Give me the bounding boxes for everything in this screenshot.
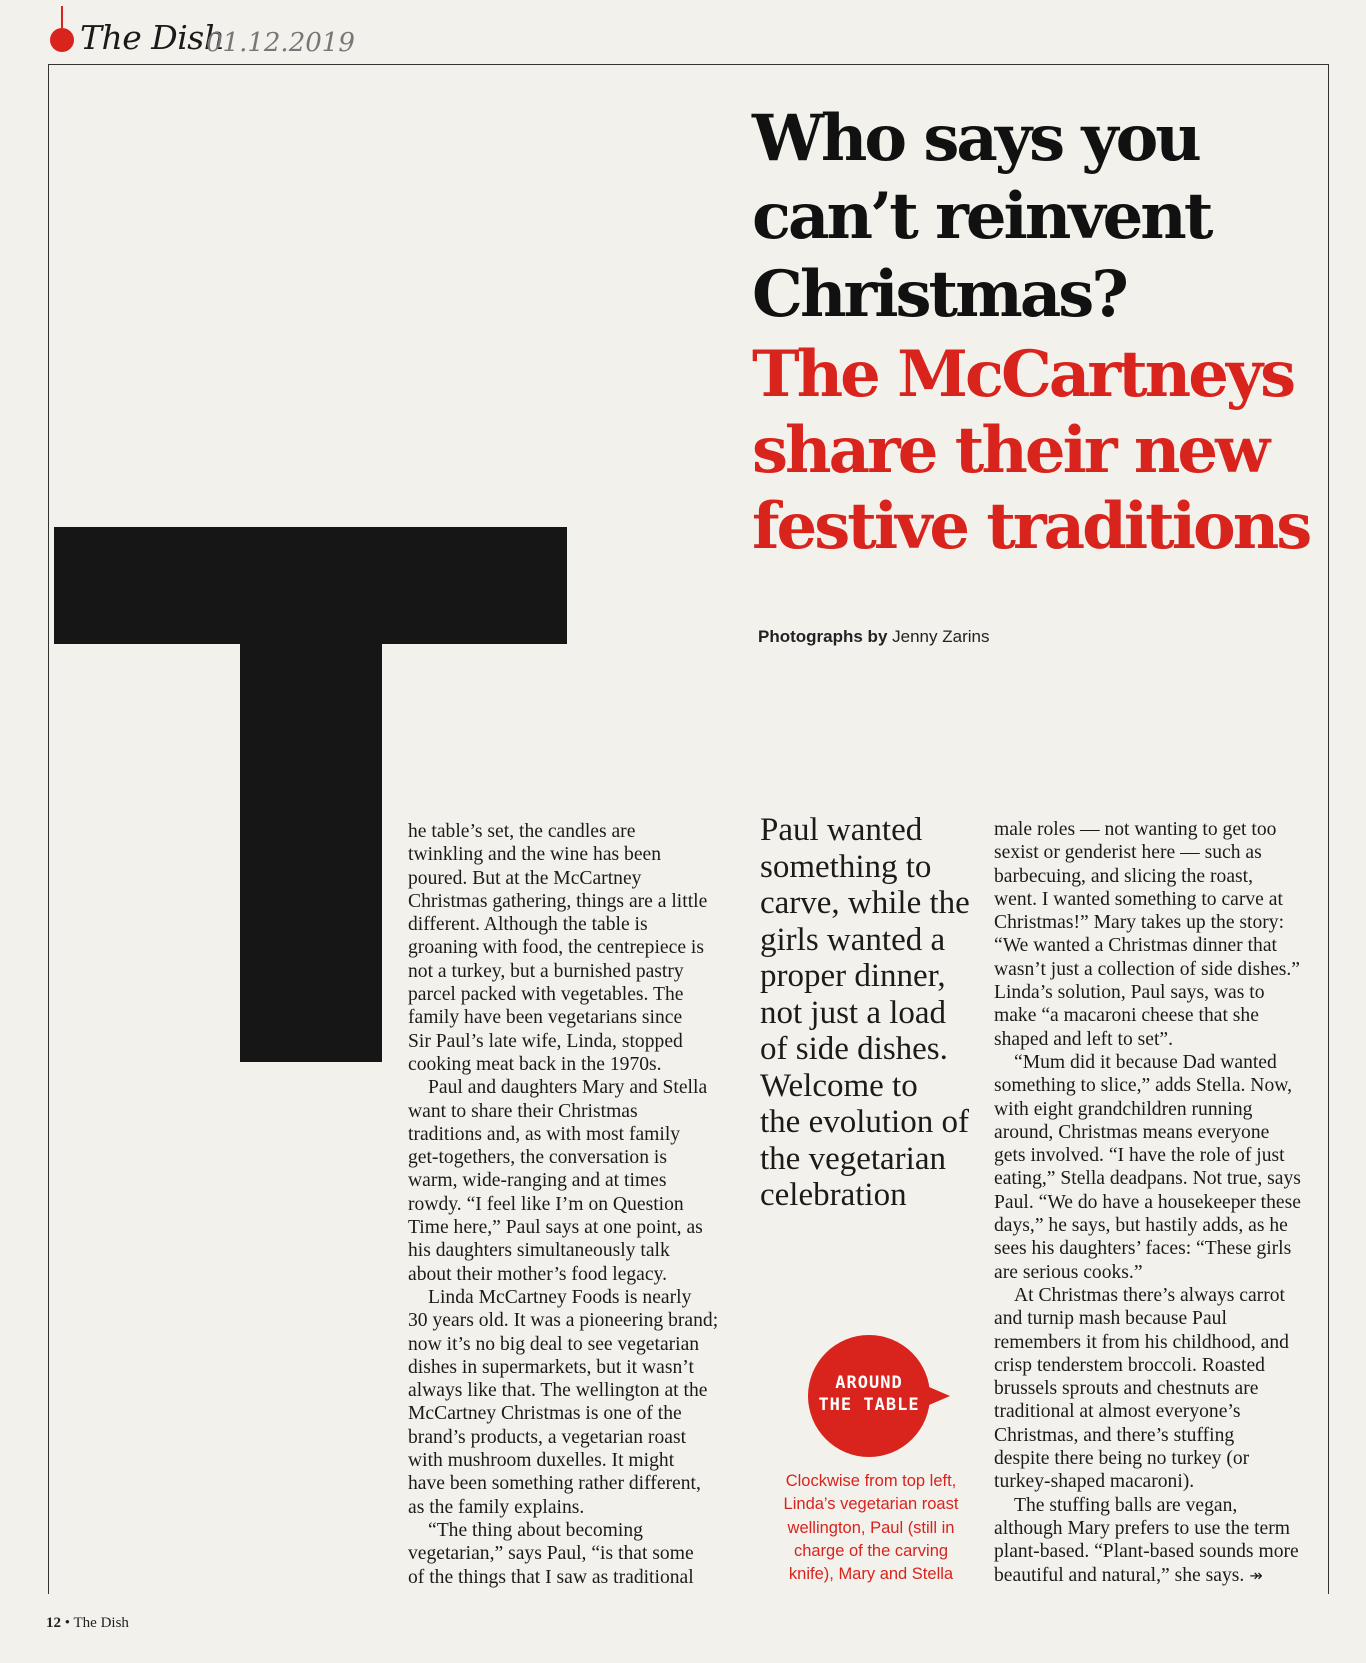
folio-separator: • bbox=[64, 1615, 71, 1631]
pull-quote-line: of side dishes. bbox=[760, 1031, 948, 1067]
body-text-line: Paul and daughters Mary and Stella bbox=[428, 1077, 708, 1099]
body-text-line: rowdy. “I feel like I’m on Question bbox=[408, 1193, 684, 1215]
body-text-line: days,” he says, but hastily adds, as he bbox=[994, 1215, 1288, 1237]
subheadline-line: festive traditions bbox=[752, 489, 1310, 564]
pull-quote-line: something to bbox=[760, 848, 932, 885]
body-text-line: Sir Paul’s late wife, Linda, stopped bbox=[408, 1030, 683, 1052]
badge-line: AROUND bbox=[835, 1373, 903, 1393]
frame-left-rule bbox=[48, 64, 49, 1594]
body-text-line: dishes in supermarkets, but it wasn’t bbox=[408, 1356, 694, 1378]
body-text-line: sees his daughters’ faces: “These girls bbox=[994, 1238, 1292, 1260]
body-text-line: of the things that I saw as traditional bbox=[408, 1566, 694, 1588]
photo-credit bbox=[758, 627, 989, 647]
body-text-line: Christmas, and there’s stuffing bbox=[994, 1424, 1235, 1446]
body-text-line: are serious cooks.” bbox=[994, 1261, 1143, 1283]
photo-caption bbox=[760, 1470, 982, 1586]
body-text-line: have been something rather different, bbox=[408, 1473, 701, 1495]
body-text-line: plant-based. “Plant-based sounds more bbox=[994, 1541, 1299, 1563]
ornament-hook bbox=[61, 6, 63, 28]
caption-line: knife), Mary and Stella bbox=[788, 1565, 954, 1584]
body-text-line: crisp tenderstem broccoli. Roasted bbox=[994, 1354, 1265, 1376]
dropcap-t-stem bbox=[240, 640, 382, 1062]
header-rule bbox=[48, 64, 1328, 65]
body-text-line: eating,” Stella deadpans. Not true, says bbox=[994, 1168, 1301, 1190]
body-text-line: male roles — not wanting to get too bbox=[994, 819, 1277, 840]
body-text-line: make “a macaroni cheese that she bbox=[994, 1005, 1259, 1027]
headline bbox=[752, 100, 1332, 334]
body-text-line: with mushroom duxelles. It might bbox=[408, 1450, 675, 1472]
body-text-line: turkey-shaped macaroni). bbox=[994, 1471, 1195, 1493]
body-text-line: he table’s set, the candles are bbox=[408, 821, 636, 842]
body-text-line: although Mary prefers to use the term bbox=[994, 1517, 1290, 1539]
headline-line: Christmas? bbox=[752, 257, 1126, 332]
issue-date: 01.12.2019 bbox=[206, 28, 355, 58]
pull-quote-line: celebration bbox=[760, 1177, 907, 1213]
pull-quote-line: girls wanted a bbox=[760, 921, 946, 958]
caption-line: Clockwise from top left, bbox=[785, 1472, 957, 1490]
body-text-line: shaped and left to set”. bbox=[994, 1028, 1174, 1050]
body-text-line: poured. But at the McCartney bbox=[408, 867, 642, 889]
body-text-line: get-togethers, the conversation is bbox=[408, 1147, 667, 1169]
body-text-line: cooking meat back in the 1970s. bbox=[408, 1053, 662, 1075]
section-title: The Dish bbox=[80, 18, 225, 57]
body-text-line: Linda McCartney Foods is nearly bbox=[428, 1286, 692, 1308]
body-text-line: remembers it from his childhood, and bbox=[994, 1331, 1289, 1353]
body-text-line: different. Although the table is bbox=[408, 914, 648, 936]
body-text-line: “The thing about becoming bbox=[428, 1519, 643, 1541]
body-text-line: something to slice,” adds Stella. Now, bbox=[994, 1075, 1293, 1097]
body-text-line: “We wanted a Christmas dinner that bbox=[994, 935, 1277, 957]
caption-line: Linda’s vegetarian roast bbox=[783, 1495, 959, 1514]
body-text-line: wasn’t just a collection of side dishes.” bbox=[994, 958, 1300, 980]
photo-credit-name: Jenny Zarins bbox=[892, 627, 990, 646]
body-text-line: beautiful and natural,” she says. ↠ bbox=[994, 1564, 1263, 1586]
body-text-line: Christmas!” Mary takes up the story: bbox=[994, 912, 1285, 934]
body-text-line: twinkling and the wine has been bbox=[408, 844, 662, 866]
caption-line: wellington, Paul (still in bbox=[787, 1518, 955, 1537]
pull-quote-line: the evolution of bbox=[760, 1104, 969, 1140]
body-column-1 bbox=[408, 820, 738, 1589]
dropcap-t-bar bbox=[54, 527, 567, 644]
body-text-line: groaning with food, the centrepiece is bbox=[408, 937, 704, 959]
body-text-line: went. I wanted something to carve at bbox=[994, 888, 1283, 910]
body-text-line: around, Christmas means everyone bbox=[994, 1121, 1270, 1143]
pull-quote-line: not just a load bbox=[760, 994, 947, 1031]
body-text-line: McCartney Christmas is one of the bbox=[408, 1403, 682, 1425]
pull-quote-line: Welcome to bbox=[760, 1067, 918, 1104]
body-text-line: “Mum did it because Dad wanted bbox=[1014, 1051, 1277, 1073]
body-text-line: At Christmas there’s always carrot bbox=[1014, 1284, 1285, 1306]
body-text-line: Linda’s solution, Paul says, was to bbox=[994, 982, 1265, 1004]
headline-line: can’t reinvent bbox=[752, 179, 1211, 254]
body-text-line: Paul. “We do have a housekeeper these bbox=[994, 1191, 1301, 1213]
body-text-line: not a turkey, but a burnished pastry bbox=[408, 960, 684, 982]
body-text-line: Christmas gathering, things are a little bbox=[408, 890, 708, 912]
pull-quote-line: proper dinner, bbox=[760, 958, 946, 994]
badge-text bbox=[808, 1372, 930, 1416]
body-text-line: family have been vegetarians since bbox=[408, 1007, 683, 1029]
body-text-line: The stuffing balls are vegan, bbox=[1014, 1494, 1238, 1516]
badge-line: THE TABLE bbox=[818, 1395, 920, 1415]
body-text-line: parcel packed with vegetables. The bbox=[408, 984, 684, 1006]
body-text-line: despite there being no turkey (or bbox=[994, 1448, 1250, 1470]
body-text-line: warm, wide-ranging and at times bbox=[408, 1170, 667, 1192]
body-text-line: sexist or genderist here — such as bbox=[994, 842, 1262, 864]
body-text-line: barbecuing, and slicing the roast, bbox=[994, 865, 1253, 887]
body-text-line: 30 years old. It was a pioneering brand; bbox=[408, 1310, 719, 1332]
subheadline-line: The McCartneys bbox=[752, 337, 1294, 412]
body-text-line: his daughters simultaneously talk bbox=[408, 1240, 670, 1262]
pull-quote bbox=[760, 812, 990, 1214]
body-text-line: traditional at almost everyone’s bbox=[994, 1401, 1241, 1423]
body-text-line: always like that. The wellington at the bbox=[408, 1380, 708, 1402]
subheadline bbox=[752, 337, 1332, 565]
body-text-line: vegetarian,” says Paul, “is that some bbox=[408, 1543, 694, 1565]
photo-credit-label: Photographs by bbox=[758, 627, 888, 646]
continue-arrow-icon: ↠ bbox=[1244, 1565, 1263, 1585]
page-folio bbox=[46, 1615, 129, 1632]
body-column-3 bbox=[994, 818, 1334, 1587]
body-text-line: brand’s products, a vegetarian roast bbox=[408, 1426, 687, 1448]
subheadline-line: share their new bbox=[752, 413, 1268, 488]
body-text-line: gets involved. “I have the role of just bbox=[994, 1145, 1285, 1167]
page-number: 12 bbox=[46, 1615, 61, 1631]
caption-line: charge of the carving bbox=[793, 1541, 949, 1560]
body-text-line: and turnip mash because Paul bbox=[994, 1308, 1227, 1330]
body-text-line: with eight grandchildren running bbox=[994, 1098, 1253, 1120]
headline-line: Who says you bbox=[752, 101, 1199, 176]
body-text-line: as the family explains. bbox=[408, 1496, 585, 1518]
body-text-line: now it’s no big deal to see vegetarian bbox=[408, 1333, 700, 1355]
body-text-line: about their mother’s food legacy. bbox=[408, 1263, 667, 1285]
folio-section: The Dish bbox=[73, 1615, 129, 1631]
body-text-line: brussels sprouts and chestnuts are bbox=[994, 1378, 1259, 1400]
body-text-line: want to share their Christmas bbox=[408, 1100, 638, 1122]
body-text-line: Time here,” Paul says at one point, as bbox=[408, 1217, 703, 1239]
bauble-icon bbox=[50, 28, 74, 52]
pull-quote-line: Paul wanted bbox=[760, 812, 923, 848]
pull-quote-line: the vegetarian bbox=[760, 1140, 946, 1177]
body-text-line: traditions and, as with most family bbox=[408, 1123, 681, 1145]
pull-quote-line: carve, while the bbox=[760, 885, 970, 921]
